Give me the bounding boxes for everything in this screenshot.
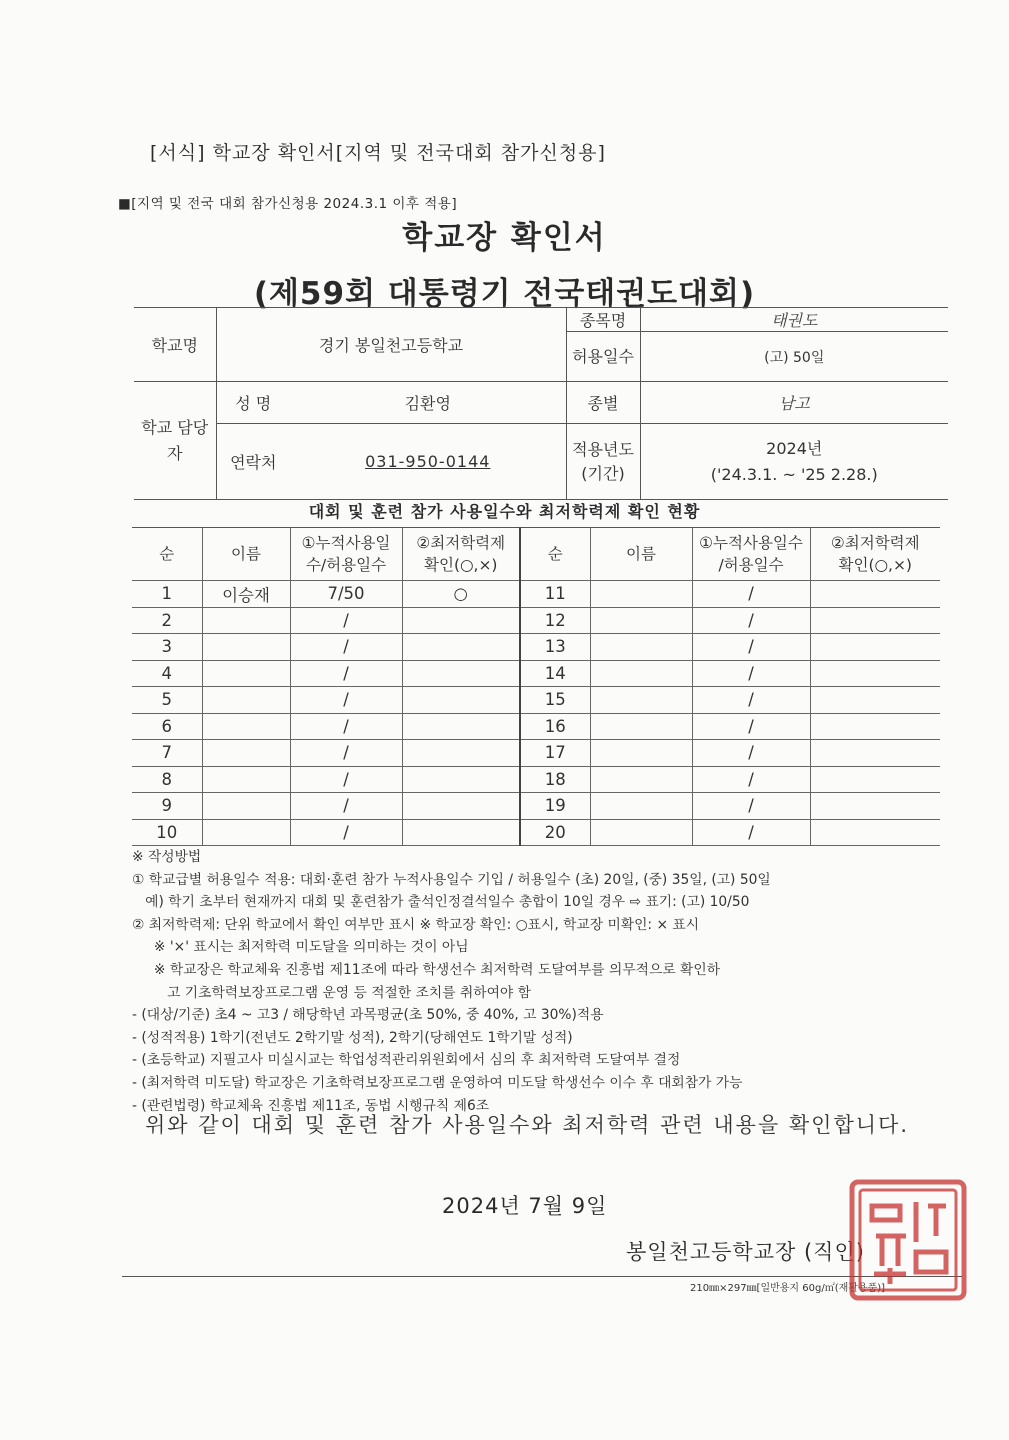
instruction-line: - (최저학력 미도달) 학교장은 기초학력보장프로그램 운영하여 미도달 학생선수 이수 후 대회참가 가능	[132, 1074, 743, 1091]
header-days-right	[692, 528, 810, 581]
name-label: 성 명	[216, 382, 290, 424]
table-row	[132, 740, 940, 767]
instruction-line: 예) 학기 초부터 현재까지 대회 및 훈련참가 출석인정결석일수 총합이 10일 경우 ⇨ 표기: (고) 10/50	[132, 894, 750, 911]
instruction-line: ※ 학교장은 학교체육 진흥법 제11조에 따라 학생선수 최저학력 도달여부를 의무적으로 확인하	[132, 961, 721, 978]
row-name	[590, 634, 692, 661]
row-name	[202, 740, 290, 767]
row-academic-check	[810, 660, 940, 687]
row-no: 12	[520, 607, 590, 634]
table-row	[132, 766, 940, 793]
section-title: 대회 및 훈련 참가 사용일수와 최저학력제 확인 현황	[308, 502, 701, 521]
row-days: /	[290, 634, 402, 661]
row-academic-check	[402, 660, 520, 687]
row-name	[590, 713, 692, 740]
row-days: /	[692, 793, 810, 820]
row-days: /	[290, 740, 402, 767]
row-days: /	[692, 740, 810, 767]
row-no: 14	[520, 660, 590, 687]
school-label: 학교명	[134, 308, 216, 382]
row-no: 5	[132, 687, 202, 714]
row-days: /	[290, 819, 402, 846]
document-subtitle: (제59회 대통령기 전국태권도대회)	[253, 276, 756, 312]
row-academic-check	[810, 687, 940, 714]
form-label	[150, 138, 606, 165]
header-name: 이름	[202, 528, 290, 581]
table-row	[132, 793, 940, 820]
row-no: 10	[132, 819, 202, 846]
writing-instructions	[132, 846, 771, 1117]
row-no: 11	[520, 581, 590, 608]
row-days: /	[290, 713, 402, 740]
row-name	[590, 607, 692, 634]
row-days: /	[692, 819, 810, 846]
header-academic-line2: 확인(○,×)	[424, 556, 498, 574]
row-no: 4	[132, 660, 202, 687]
phone-label: 연락처	[216, 424, 290, 500]
header-no: 순	[132, 528, 202, 581]
info-table	[134, 307, 948, 500]
category-value: 남고	[640, 382, 948, 424]
table-row	[132, 687, 940, 714]
row-no: 9	[132, 793, 202, 820]
row-name	[590, 581, 692, 608]
confirmation-text: 위와 같이 대회 및 훈련 참가 사용일수와 최저학력 관련 내용을 확인합니다.	[145, 1113, 910, 1137]
row-days: /	[692, 660, 810, 687]
header-academic-right	[810, 528, 940, 581]
row-days: /	[692, 607, 810, 634]
row-days: /	[290, 607, 402, 634]
row-no: 2	[132, 607, 202, 634]
instruction-line: - (초등학교) 지필고사 미실시교는 학업성적관리위원회에서 심의 후 최저학력 도달여부 결정	[132, 1052, 681, 1069]
header-days-line1: ①누적사용일	[301, 534, 391, 552]
header-no-right: 순	[520, 528, 590, 581]
allowed-days-value: (고) 50일	[640, 332, 948, 382]
header-academic-right-line1: ②최저학력제	[830, 534, 920, 552]
row-no: 13	[520, 634, 590, 661]
row-name	[202, 713, 290, 740]
row-days: /	[290, 766, 402, 793]
row-academic-check	[402, 740, 520, 767]
row-no: 7	[132, 740, 202, 767]
paper-spec: 210㎜×297㎜[일반용지 60g/㎡(재활용품)]	[690, 1283, 886, 1294]
row-academic-check	[402, 713, 520, 740]
row-academic-check	[402, 634, 520, 661]
row-academic-check	[402, 793, 520, 820]
row-days: /	[692, 581, 810, 608]
row-name: 이승재	[202, 581, 290, 608]
row-days: /	[290, 660, 402, 687]
row-name	[202, 687, 290, 714]
table-row	[132, 581, 940, 608]
row-no: 1	[132, 581, 202, 608]
header-days-right-line2: /허용일수	[718, 556, 784, 574]
event-label: 종목명	[566, 308, 640, 332]
row-days: 7/50	[290, 581, 402, 608]
header-days	[290, 528, 402, 581]
row-academic-check	[402, 687, 520, 714]
instruction-line: ※ '×' 표시는 최저학력 미도달을 의미하는 것이 아님	[132, 939, 469, 956]
row-no: 15	[520, 687, 590, 714]
row-no: 19	[520, 793, 590, 820]
instruction-line: ※ 작성방법	[132, 849, 202, 865]
form-label-text: 학교장 확인서[지역 및 전국대회 참가신청용]	[212, 142, 606, 164]
row-name	[202, 766, 290, 793]
table-row	[132, 819, 940, 846]
row-days: /	[692, 687, 810, 714]
row-academic-check	[810, 766, 940, 793]
header-name-right: 이름	[590, 528, 692, 581]
header-academic-right-line2: 확인(○,×)	[838, 556, 912, 574]
row-days: /	[692, 766, 810, 793]
row-academic-check	[402, 819, 520, 846]
table-row	[132, 607, 940, 634]
instruction-line: 고 기초학력보장프로그램 운영 등 적절한 조치를 취하여야 함	[132, 984, 531, 1001]
row-name	[590, 819, 692, 846]
issue-date: 2024년 7월 9일	[442, 1194, 608, 1218]
instruction-line: - (관련법령) 학교체육 진흥법 제11조, 동법 시행규칙 제6조	[132, 1097, 490, 1114]
year-label: 적용년도 (기간)	[566, 424, 640, 500]
name-value: 김환영	[290, 382, 566, 424]
allowed-days-label: 허용일수	[566, 332, 640, 382]
principal-signature: 봉일천고등학교장 (직인)	[626, 1240, 865, 1264]
row-no: 8	[132, 766, 202, 793]
row-no: 18	[520, 766, 590, 793]
row-name	[590, 793, 692, 820]
row-academic-check	[810, 607, 940, 634]
row-academic-check	[810, 740, 940, 767]
row-name	[590, 766, 692, 793]
row-name	[590, 740, 692, 767]
table-row	[132, 660, 940, 687]
row-name	[202, 660, 290, 687]
row-academic-check	[810, 634, 940, 661]
row-no: 6	[132, 713, 202, 740]
form-label-prefix: [서식]	[150, 142, 206, 164]
official-seal-stamp	[846, 1176, 970, 1304]
table-row	[132, 713, 940, 740]
header-days-line2: 수/허용일수	[305, 556, 387, 574]
period-value: ('24.3.1. ~ '25 2.28.)	[710, 464, 878, 484]
instruction-line: - (성적적용) 1학기(전년도 2학기말 성적), 2학기(당해연도 1학기말 성적)	[132, 1029, 573, 1046]
row-no: 20	[520, 819, 590, 846]
participation-table	[132, 527, 940, 846]
contact-person-label: 학교 담당자	[134, 382, 216, 500]
table-row	[132, 634, 940, 661]
phone-value: 031-950-0144	[290, 424, 566, 500]
instruction-line: ② 최저학력제: 단위 학교에서 확인 여부만 표시 ※ 학교장 확인: ○표시, 학교장 미확인: × 표시	[132, 916, 700, 933]
row-name	[202, 634, 290, 661]
row-academic-check	[810, 713, 940, 740]
header-academic-line1: ②최저학력제	[416, 534, 506, 552]
row-days: /	[692, 634, 810, 661]
instruction-line: ① 학교급별 허용일수 적용: 대회·훈련 참가 누적사용일수 기입 / 허용일수 (초) 20일, (중) 35일, (고) 50일	[132, 871, 771, 888]
document-title: 학교장 확인서	[402, 220, 607, 256]
row-no: 17	[520, 740, 590, 767]
row-days: /	[692, 713, 810, 740]
event-value: 태권도	[640, 308, 948, 332]
row-name	[590, 660, 692, 687]
row-academic-check: ○	[402, 581, 520, 608]
row-academic-check	[810, 793, 940, 820]
row-academic-check	[402, 607, 520, 634]
school-value: 경기 봉일천고등학교	[216, 308, 566, 382]
row-no: 16	[520, 713, 590, 740]
row-days: /	[290, 793, 402, 820]
category-label: 종별	[566, 382, 640, 424]
year-cell	[640, 424, 948, 500]
row-name	[202, 793, 290, 820]
row-name	[590, 687, 692, 714]
row-name	[202, 607, 290, 634]
table-header-row	[132, 528, 940, 581]
row-name	[202, 819, 290, 846]
header-days-right-line1: ①누적사용일수	[699, 534, 803, 552]
row-academic-check	[810, 819, 940, 846]
row-no: 3	[132, 634, 202, 661]
header-academic	[402, 528, 520, 581]
row-days: /	[290, 687, 402, 714]
instruction-line: - (대상/기준) 초4 ~ 고3 / 해당학년 과목평균(초 50%, 중 40%, 고 30%)적용	[132, 1007, 604, 1024]
row-academic-check	[810, 581, 940, 608]
bottom-divider	[122, 1276, 962, 1277]
year-value: 2024년	[766, 438, 823, 458]
row-academic-check	[402, 766, 520, 793]
applies-note: ■[지역 및 전국 대회 참가신청용 2024.3.1 이후 적용]	[118, 196, 458, 212]
